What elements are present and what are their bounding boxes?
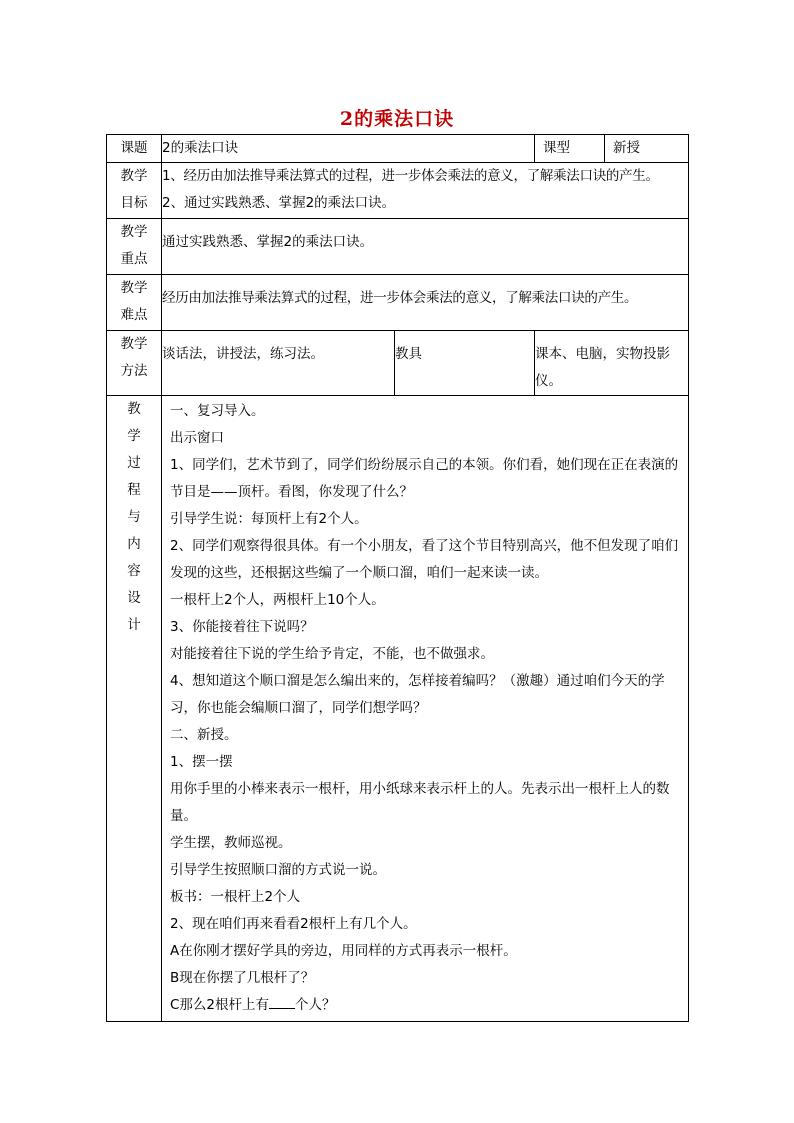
process-content xyxy=(162,396,689,1022)
process-line: A在你刚才摆好学具的旁边，用同样的方式再表示一根杆。 xyxy=(170,943,517,959)
process-line: 用你手里的小棒来表示一根杆，用小纸球来表示杆上的人。先表示出一根杆上人的数量。 xyxy=(170,781,670,824)
process-line: 引导学生说：每顶杆上有2个人。 xyxy=(170,511,368,527)
type-label: 课型 xyxy=(535,135,605,162)
goals-row xyxy=(107,163,689,219)
type-value: 新授 xyxy=(613,140,640,156)
process-line: 4、想知道这个顺口溜是怎么编出来的，怎样接着编吗？（激趣）通过咱们今天的学习，你也能会编顺口溜了，同学们想学吗？ xyxy=(170,673,665,716)
goals-label: 教学 目标 xyxy=(107,163,162,219)
difficulties-text: 经历由加法推导乘法算式的过程，进一步体会乘法的意义，了解乘法口诀的产生。 xyxy=(162,275,689,331)
topic-label: 课题 xyxy=(107,135,162,163)
difficulties-label: 教学 难点 xyxy=(107,275,162,331)
key-points-row xyxy=(107,219,689,275)
key-points-label: 教学 重点 xyxy=(107,219,162,275)
process-row xyxy=(107,396,689,1022)
process-line: 引导学生按照顺口溜的方式说一说。 xyxy=(170,862,386,878)
tools-value: 课本、电脑，实物投影仪。 xyxy=(535,331,689,396)
process-label: 教 学 过 程 与 内 容 设 计 xyxy=(107,396,162,1022)
goal-item: 2、通过实践熟悉、掌握2的乘法口诀。 xyxy=(162,195,396,211)
process-line: 2、同学们观察得很具体。有一个小朋友，看了这个节目特别高兴，他不但发现了咱们发现的这些，还根据这些编了一个顺口溜，咱们一起来读一读。 xyxy=(170,538,679,581)
tools-label: 教具 xyxy=(395,331,535,396)
answer-blank xyxy=(269,993,295,1009)
process-line: 一、复习导入。 xyxy=(170,403,265,419)
process-line: 对能接着往下说的学生给予肯定，不能，也不做强求。 xyxy=(170,646,494,662)
difficulties-row xyxy=(107,275,689,331)
process-line: 学生摆，教师巡视。 xyxy=(170,835,292,851)
process-line: 1、摆一摆 xyxy=(170,754,233,770)
topic-value: 2的乘法口诀 xyxy=(162,135,535,163)
key-points-text: 通过实践熟悉、掌握2的乘法口诀。 xyxy=(162,219,689,275)
process-line: 3、你能接着往下说吗？ xyxy=(170,619,314,635)
goals-content xyxy=(162,163,689,219)
goal-item: 1、经历由加法推导乘法算式的过程，进一步体会乘法的意义，了解乘法口诀的产生。 xyxy=(162,168,659,184)
document-title: 2的乘法口诀 xyxy=(339,108,455,130)
process-line: B现在你摆了几根杆了？ xyxy=(170,970,315,986)
lesson-plan-table xyxy=(106,134,689,1022)
methods-row xyxy=(107,331,689,396)
process-line: 1、同学们，艺术节到了，同学们纷纷展示自己的本领。你们看，她们现在正在表演的节目是——顶杆。看图，你发现了什么？ xyxy=(170,457,679,500)
process-line: 一根杆上2个人，两根杆上10个人。 xyxy=(170,592,385,608)
process-line: 板书：一根杆上2个人 xyxy=(170,889,301,905)
process-line: 出示窗口 xyxy=(170,430,224,446)
process-line-fill-in: C那么2根杆上有 个人？ xyxy=(162,992,688,1019)
topic-row xyxy=(107,135,689,163)
methods-label: 教学 方法 xyxy=(107,331,162,396)
process-line: 2、现在咱们再来看看2根杆上有几个人。 xyxy=(170,916,417,932)
methods-text: 谈话法，讲授法，练习法。 xyxy=(162,331,395,396)
process-line: 二、新授。 xyxy=(170,727,238,743)
